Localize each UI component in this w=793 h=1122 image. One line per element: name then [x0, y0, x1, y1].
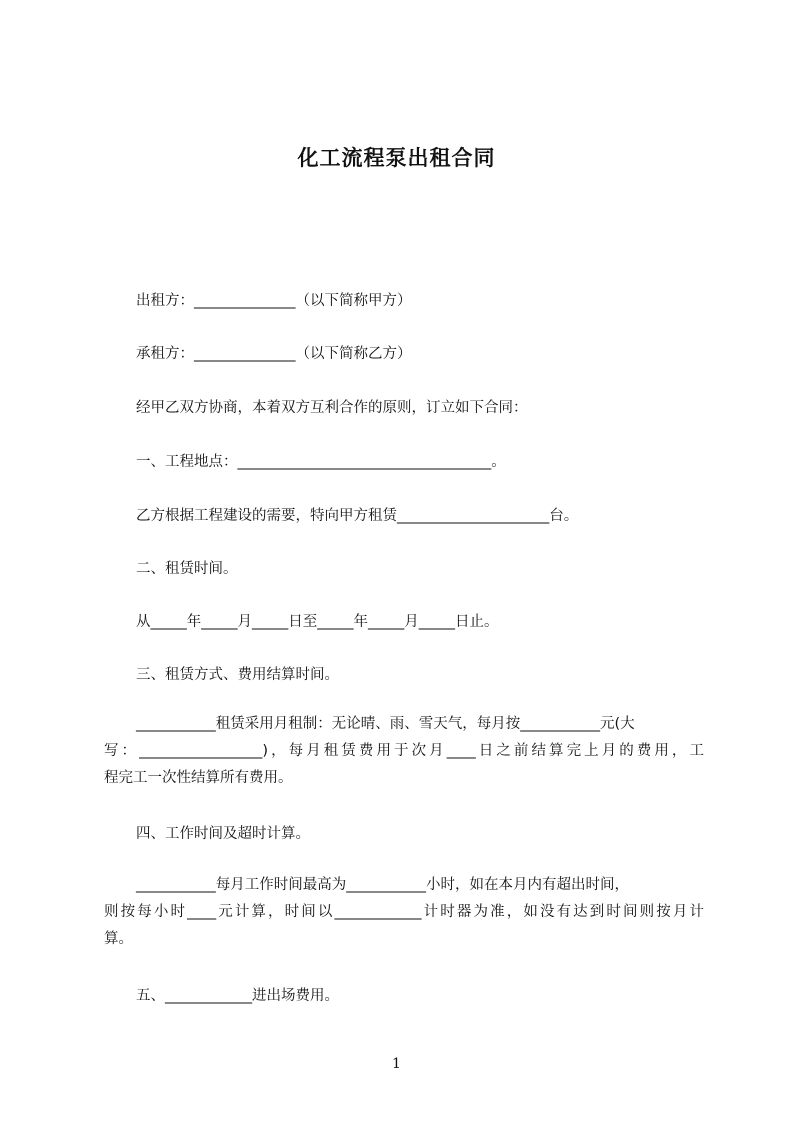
section-1-body: 乙方根据工程建设的需要，特向甲方租赁_____________________台。: [136, 508, 579, 524]
section-3-heading: 三、租赁方式、费用结算时间。: [136, 667, 339, 683]
section-4-line-3: 算。: [104, 931, 133, 947]
document-title: 化工流程泵出租合同: [297, 146, 496, 170]
section-2-body: 从_____年_____月_____日至_____年_____月_____日止。: [136, 614, 499, 630]
section-2-heading: 二、租赁时间。: [136, 561, 238, 577]
section-4-heading: 四、工作时间及超时计算。: [136, 826, 310, 842]
page-number: 1: [392, 1056, 401, 1072]
lessor-line: 出租方：______________（以下简称甲方）: [136, 293, 412, 309]
section-1-heading: 一、工程地点：___________________________________。: [136, 454, 506, 470]
section-3-line-3: 程完工一次性结算所有费用。: [104, 770, 293, 786]
intro-line: 经甲乙双方协商，本着双方互利合作的原则，订立如下合同：: [136, 400, 528, 416]
section-4-line-1: ___________每月工作时间最高为___________小时，如在本月内有超出时间，: [136, 877, 629, 893]
section-5-heading: 五、____________进出场费用。: [136, 988, 339, 1004]
section-3-line-2: 写：_________________)，每月租赁费用于次月____日之前结算完上月的费用，工: [104, 743, 704, 759]
section-4-line-2: 则按每小时____元计算，时间以____________计时器为准，如没有达到时间则按月计: [104, 904, 704, 920]
section-3-body: [104, 711, 704, 792]
section-3-line-1: ___________租赁采用月租制：无论晴、雨、雪天气，每月按___________元(大: [136, 716, 635, 732]
lessee-line: 承租方：______________（以下简称乙方）: [136, 346, 412, 362]
section-4-body: [104, 872, 704, 953]
